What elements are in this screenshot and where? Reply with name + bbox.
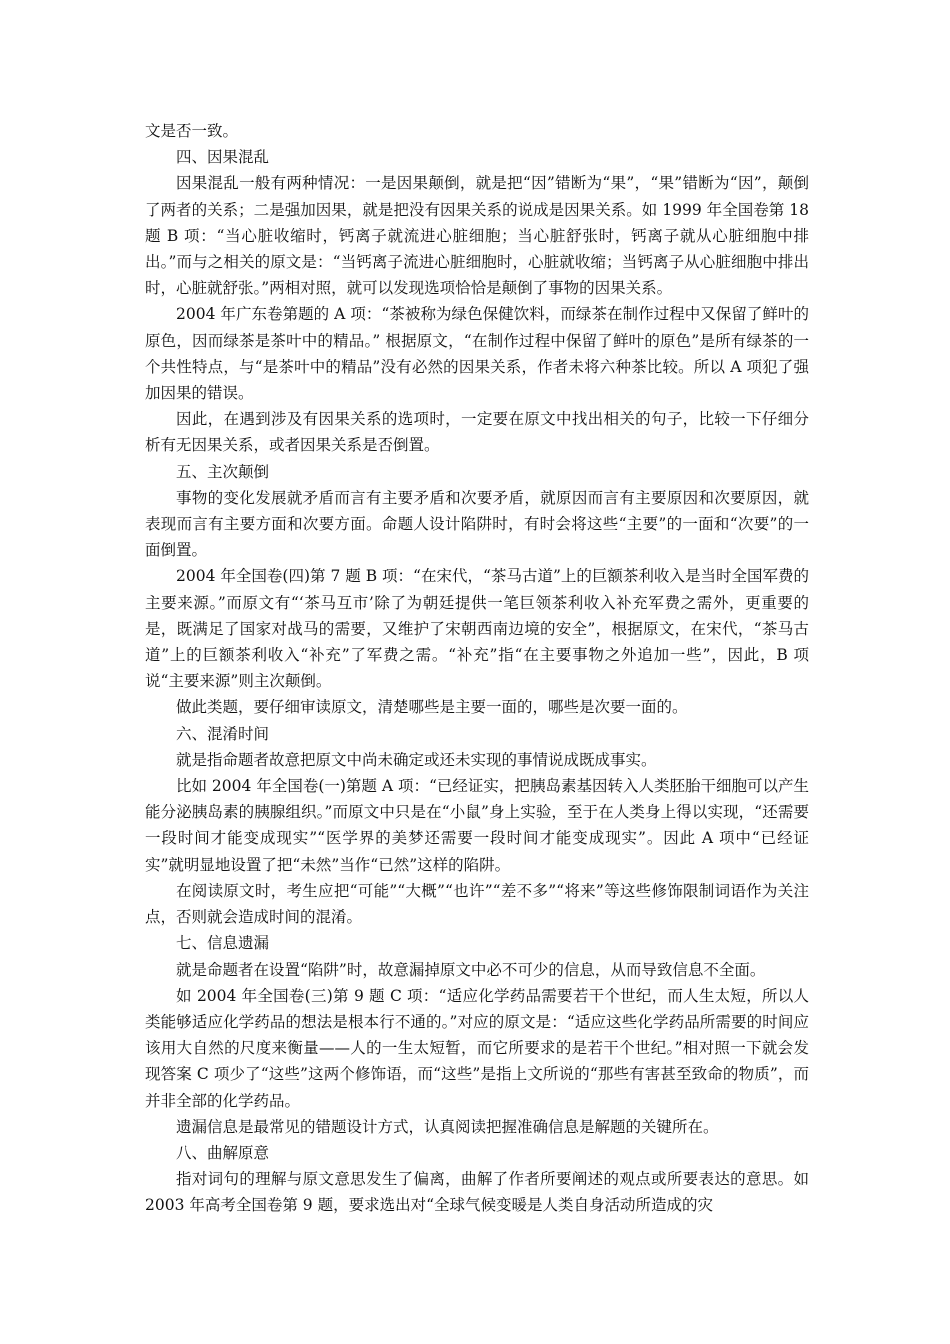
- section-heading-6: 六、混淆时间: [176, 724, 270, 743]
- document-page: [145, 118, 809, 1219]
- section-heading-5: 五、主次颠倒: [176, 462, 270, 481]
- paragraph: 指对词句的理解与原文意思发生了偏离，曲解了作者所要阐述的观点或所要表达的意思。如 2003 年高考全国卷第 9 题，要求选出对“全球气候变暖是人类自身活动所造成的灾: [145, 1170, 809, 1215]
- paragraph-continuation: 文是否一致。: [145, 122, 239, 140]
- section-heading-8: 八、曲解原意: [176, 1143, 270, 1162]
- paragraph: 2004 年全国卷(四)第 7 题 B 项：“在宋代，“茶马古道”上的巨额茶利收入是当时全国军费的主要来源。”而原文有“‘茶马互市’除了为朝廷提供一笔巨领茶利收入补充军费之需外，更重要的是，既满足了国家对战马的需要，又维护了宋朝西南边境的安全”，根据原文，在宋代，“茶马古道”上的巨额茶利收入“补充”了军费之需。“补充”指“在主要事物之外追加一些”，因此，B 项说“主要来源”则主次颠倒。: [145, 567, 809, 691]
- paragraph: 在阅读原文时，考生应把“可能”“大概”“也许”“差不多”“将来”等这些修饰限制词语作为关注点，否则就会造成时间的混淆。: [145, 881, 809, 927]
- paragraph: 因果混乱一般有两种情况：一是因果颠倒，就是把“因”错断为“果”，“果”错断为“因”，颠倒了两者的关系；二是强加因果，就是把没有因果关系的说成是因果关系。如 1999 年全国卷第 18 题 B 项：“当心脏收缩时，钙离子就流进心脏细胞；当心脏舒张时，钙离子就从心脏细胞中排出。”而与之相关的原文是：“当钙离子流进心脏细胞时，心脏就收缩；当钙离子从心脏细胞中排出时，心脏就舒张。”两相对照，就可以发现选项恰恰是颠倒了事物的因果关系。: [145, 174, 809, 298]
- section-heading-4: 四、因果混乱: [176, 148, 270, 167]
- paragraph: 因此，在遇到涉及有因果关系的选项时，一定要在原文中找出相关的句子，比较一下仔细分析有无因果关系，或者因果关系是否倒置。: [145, 410, 809, 455]
- paragraph: 2004 年广东卷第题的 A 项：“茶被称为绿色保健饮料，而绿茶在制作过程中又保留了鲜叶的原色，因而绿茶是茶叶中的精品。” 根据原文，“在制作过程中保留了鲜叶的原色”是所有绿茶的一个共性特点，与“是茶叶中的精品”没有必然的因果关系，作者未将六种茶比较。所以 A 项犯了强加因果的错误。: [145, 305, 809, 403]
- section-heading-7: 七、信息遗漏: [176, 934, 270, 953]
- paragraph: 就是命题者在设置“陷阱”时，故意漏掉原文中必不可少的信息，从而导致信息不全面。: [176, 960, 766, 979]
- paragraph: 就是指命题者故意把原文中尚未确定或还未实现的事情说成既成事实。: [176, 750, 657, 769]
- paragraph: 做此类题，要仔细审读原文，清楚哪些是主要一面的，哪些是次要一面的。: [176, 698, 688, 717]
- paragraph: 比如 2004 年全国卷(一)第题 A 项：“已经证实，把胰岛素基因转入人类胚胎干细胞可以产生能分泌胰岛素的胰腺组织。”而原文中只是在“小鼠”身上实验，至于在人类身上得以实现，“还需要一段时间才能变成现实”“医学界的美梦还需要一段时间才能变成现实”。因此 A 项中“已经证实”就明显地设置了把“未然”当作“已然”这样的陷阱。: [145, 777, 809, 874]
- paragraph: 事物的变化发展就矛盾而言有主要矛盾和次要矛盾，就原因而言有主要原因和次要原因，就表现而言有主要方面和次要方面。命题人设计陷阱时，有时会将这些“主要”的一面和“次要”的一面倒置。: [145, 488, 809, 560]
- paragraph: 遗漏信息是最常见的错题设计方式，认真阅读把握准确信息是解题的关键所在。: [176, 1117, 719, 1136]
- paragraph: 如 2004 年全国卷(三)第 9 题 C 项：“适应化学药品需要若干个世纪，而人生太短，所以人类能够适应化学药品的想法是根本行不通的。”对应的原文是：“适应这些化学药品所需要的时间应该用大自然的尺度来衡量——人的一生太短暂，而它所要求的是若干个世纪。”相对照一下就会发现答案 C 项少了“这些”这两个修饰语，而“这些”是指上文所说的“那些有害甚至致命的物质”，而并非全部的化学药品。: [145, 986, 809, 1110]
